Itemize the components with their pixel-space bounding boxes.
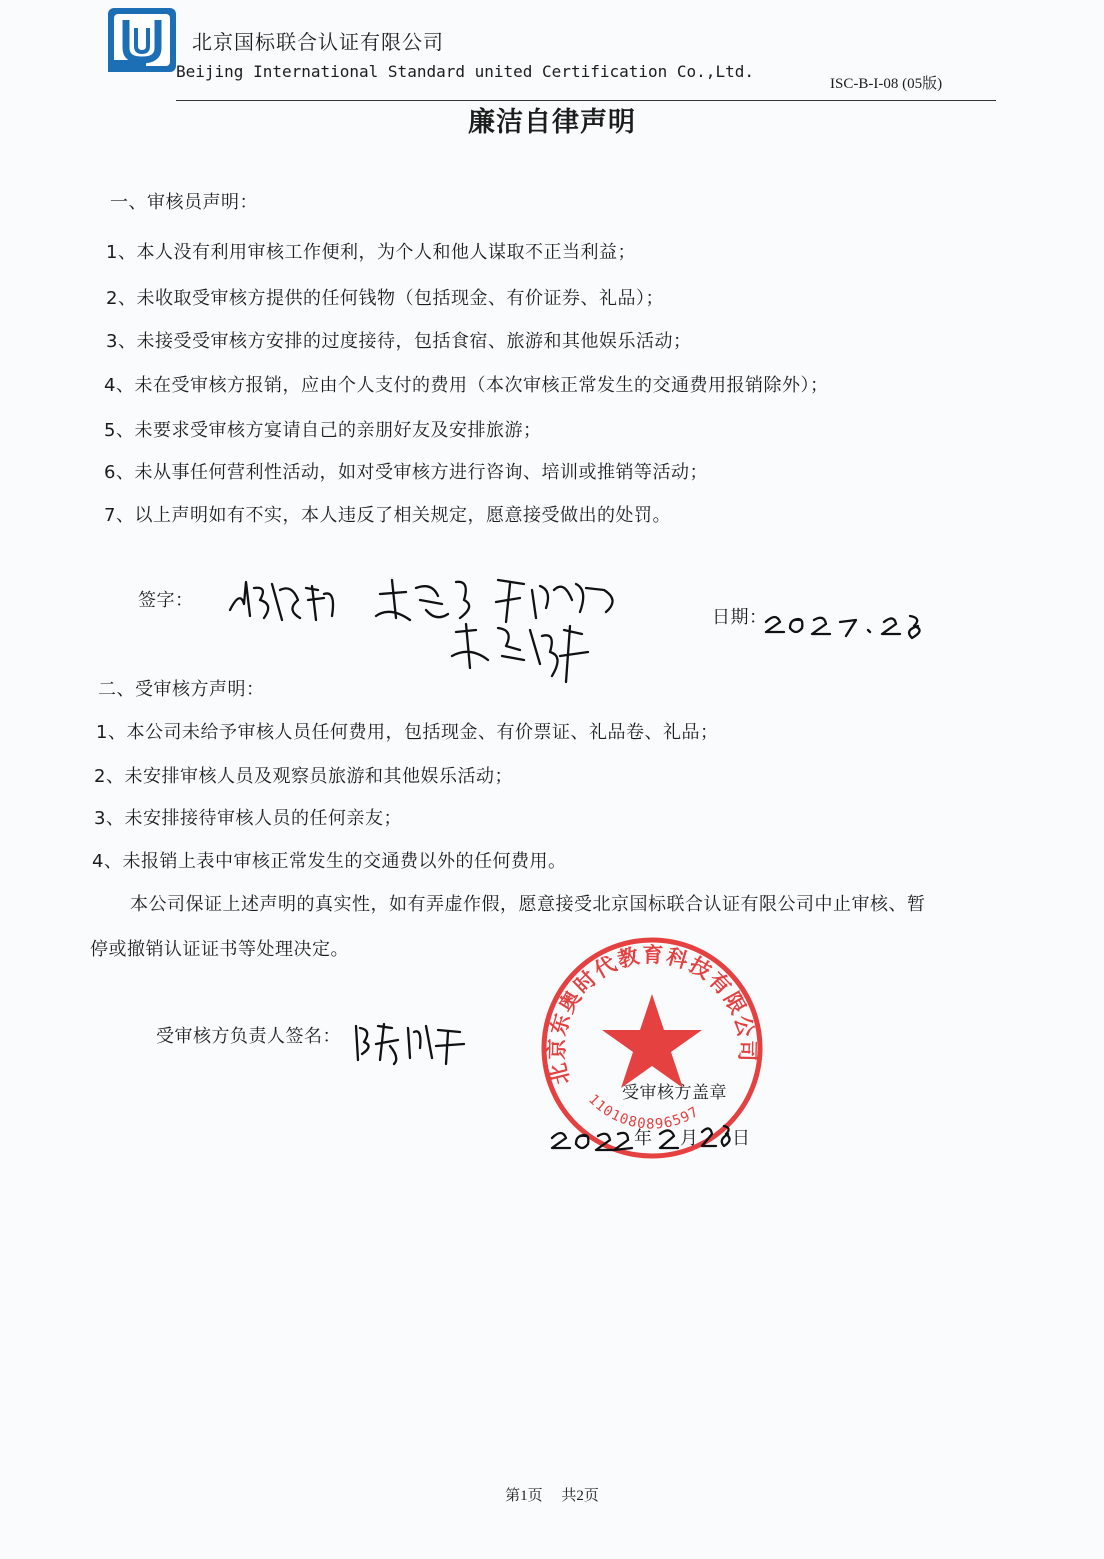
- sign-label: 签字：: [138, 590, 194, 611]
- seal-label: 受审核方盖章: [622, 1083, 727, 1103]
- document-code: ISC-B-I-08 (05版): [830, 76, 943, 92]
- date-day-char: 日: [732, 1128, 751, 1149]
- auditee-date-month-handwritten: [656, 1120, 680, 1154]
- seal-number: 1101080896597: [584, 1091, 703, 1133]
- auditor-date-handwritten: [760, 600, 930, 644]
- auditor-item: 2、未收取受审核方提供的任何钱物（包括现金、有价证券、礼品）；: [106, 288, 664, 309]
- auditor-item: 1、本人没有利用审核工作便利，为个人和他人谋取不正当利益；: [106, 242, 636, 263]
- auditee-date-day-handwritten: [700, 1118, 734, 1152]
- auditor-section-heading: 一、审核员声明：: [110, 192, 258, 213]
- star-icon: [602, 994, 702, 1088]
- company-name-en: Beijing International Standard united Certification Co.,Ltd.: [176, 62, 754, 81]
- company-name-cn: 北京国标联合认证有限公司: [192, 30, 444, 54]
- auditee-item: 3、未安排接待审核人员的任何亲友；: [94, 808, 402, 829]
- guarantee-text-line2: 停或撤销认证证书等处理决定。: [90, 939, 349, 960]
- auditee-date-year-handwritten: [548, 1120, 634, 1154]
- date-label: 日期：: [712, 607, 768, 628]
- auditor-item: 3、未接受受审核方安排的过度接待，包括食宿、旅游和其他娱乐活动；: [106, 331, 692, 352]
- guarantee-text-line1: 本公司保证上述声明的真实性，如有弄虚作假，愿意接受北京国标联合认证有限公司中止审核、暂: [130, 894, 926, 915]
- page-footer: [0, 1484, 1104, 1505]
- auditee-item: 1、本公司未给予审核人员任何费用，包括现金、有价票证、礼品卷、礼品；: [96, 722, 719, 743]
- leader-sign-label: 受审核方负责人签名：: [156, 1026, 341, 1047]
- seal-company-name: 北京东奥时代教育科技有限公司: [544, 942, 760, 1087]
- page-number: 第1页: [505, 1488, 543, 1504]
- auditor-item: 4、未在受审核方报销，应由个人支付的费用（本次审核正常发生的交通费用报销除外）；: [104, 375, 829, 396]
- auditor-item: 7、以上声明如有不实，本人违反了相关规定，愿意接受做出的处罚。: [104, 505, 671, 526]
- company-logo: [106, 6, 178, 74]
- auditor-signatures: [220, 560, 640, 690]
- auditee-section-heading: 二、受审核方声明：: [98, 679, 265, 700]
- document-title: 廉洁自律声明: [468, 107, 636, 138]
- date-month-char: 月: [680, 1128, 699, 1149]
- page-total: 共2页: [561, 1488, 599, 1504]
- auditee-item: 4、未报销上表中审核正常发生的交通费以外的任何费用。: [92, 851, 567, 872]
- date-year-char: 年: [634, 1128, 653, 1149]
- auditor-item: 5、未要求受审核方宴请自己的亲朋好友及安排旅游；: [104, 420, 542, 441]
- leader-signature: [350, 1014, 470, 1070]
- auditor-item: 6、未从事任何营利性活动，如对受审核方进行咨询、培训或推销等活动；: [104, 462, 708, 483]
- auditee-item: 2、未安排审核人员及观察员旅游和其他娱乐活动；: [94, 766, 513, 787]
